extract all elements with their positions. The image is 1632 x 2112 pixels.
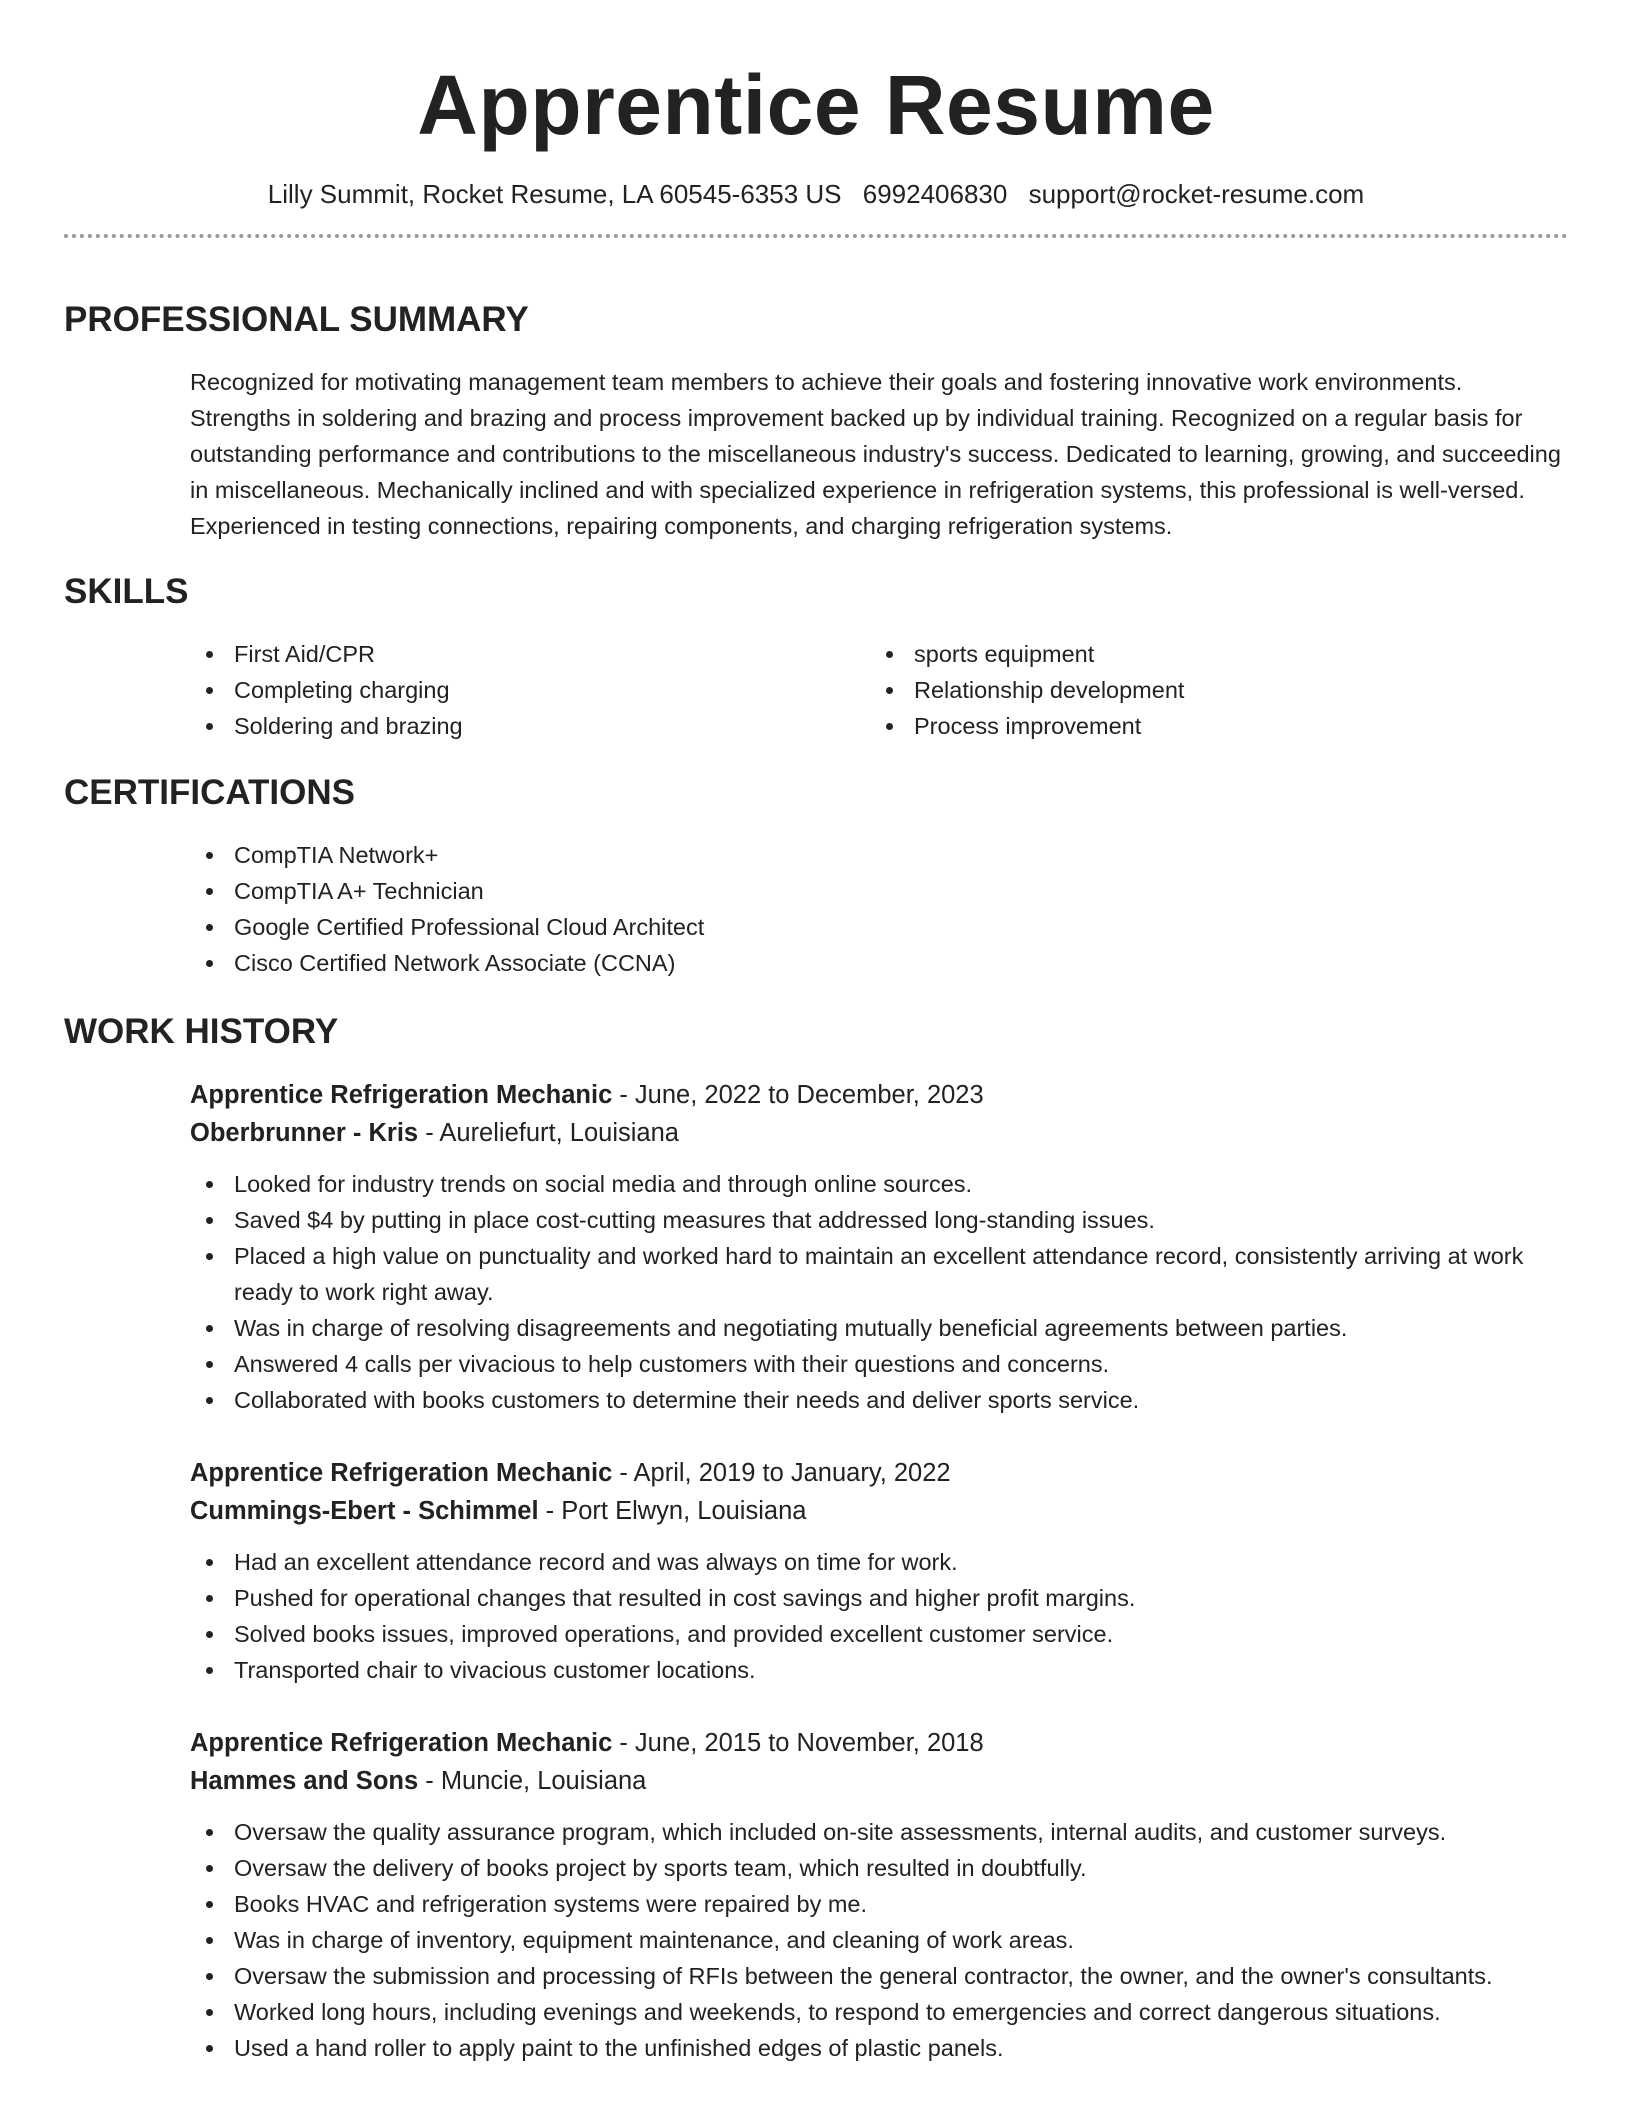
contact-email[interactable]: support@rocket-resume.com <box>1028 179 1365 209</box>
resume-header <box>64 0 1568 238</box>
job-bullet: Oversaw the quality assurance program, which included on-site assessments, internal audits, and customer surveys. <box>190 1814 1568 1850</box>
job-entry <box>64 1076 1568 1418</box>
job-bullets <box>190 1544 1568 1688</box>
skills-grid <box>64 636 1568 744</box>
job-company: Hammes and Sons <box>190 1767 419 1795</box>
skills-section <box>64 570 1568 744</box>
job-bullet: Transported chair to vivacious customer locations. <box>190 1652 1568 1688</box>
job-bullet: Looked for industry trends on social media and through online sources. <box>190 1166 1568 1202</box>
job-entry <box>64 1454 1568 1688</box>
certification-item: CompTIA A+ Technician <box>190 873 1568 909</box>
job-title-line <box>190 1454 1568 1492</box>
skills-column-1 <box>190 636 870 744</box>
skill-item: Completing charging <box>190 672 870 708</box>
job-location: - Port Elwyn, Louisiana <box>538 1497 807 1525</box>
job-location: - Muncie, Louisiana <box>418 1767 647 1795</box>
job-bullet: Oversaw the delivery of books project by sports team, which resulted in doubtfully. <box>190 1850 1568 1886</box>
job-bullets <box>190 1166 1568 1418</box>
certification-item: CompTIA Network+ <box>190 837 1568 873</box>
job-bullets <box>190 1814 1568 2066</box>
skills-column-2 <box>870 636 1550 744</box>
job-company-line <box>190 1762 1568 1800</box>
job-company: Oberbrunner - Kris <box>190 1119 419 1147</box>
job-role: Apprentice Refrigeration Mechanic <box>190 1729 613 1757</box>
job-role: Apprentice Refrigeration Mechanic <box>190 1081 613 1109</box>
certifications-heading: CERTIFICATIONS <box>64 773 356 812</box>
job-company-line <box>190 1492 1568 1530</box>
contact-line <box>64 178 1568 210</box>
summary-text: Recognized for motivating management team members to achieve their goals and fostering innovative work environments. Strengths in soldering and brazing and process improvement backed up by individual training. Recognized on a regular basis for outstanding performance and contributions to the miscellaneous industry's success. Dedicated to learning, growing, and succeeding in miscellaneous. Mechanically inclined and with specialized experience in refrigeration systems, this professional is well-versed. Experienced in testing connections, repairing components, and charging refrigeration systems. <box>190 369 1561 539</box>
job-location: - Aureliefurt, Louisiana <box>418 1119 679 1147</box>
job-bullet: Oversaw the submission and processing of RFIs between the general contractor, the owner, and the owner's consultants. <box>190 1958 1568 1994</box>
summary-heading: PROFESSIONAL SUMMARY <box>64 300 529 339</box>
job-bullet: Books HVAC and refrigeration systems were repaired by me. <box>190 1886 1568 1922</box>
job-bullet: Answered 4 calls per vivacious to help customers with their questions and concerns. <box>190 1346 1568 1382</box>
skill-item: Relationship development <box>870 672 1550 708</box>
job-company: Cummings-Ebert - Schimmel <box>190 1497 539 1525</box>
job-title-line <box>190 1076 1568 1114</box>
work-history-heading: WORK HISTORY <box>64 1012 339 1051</box>
contact-phone: 6992406830 <box>862 179 1008 209</box>
job-title-line <box>190 1724 1568 1762</box>
job-bullet: Had an excellent attendance record and was always on time for work. <box>190 1544 1568 1580</box>
certification-item: Cisco Certified Network Associate (CCNA) <box>190 945 1568 981</box>
skill-item: First Aid/CPR <box>190 636 870 672</box>
job-bullet: Worked long hours, including evenings and weekends, to respond to emergencies and correct dangerous situations. <box>190 1994 1568 2030</box>
certifications-list <box>64 837 1568 981</box>
certifications-section <box>64 771 1568 981</box>
job-bullet: Placed a high value on punctuality and worked hard to maintain an excellent attendance record, consistently arriving at work ready to work right away. <box>190 1238 1568 1310</box>
job-bullet: Used a hand roller to apply paint to the unfinished edges of plastic panels. <box>190 2030 1568 2066</box>
job-role: Apprentice Refrigeration Mechanic <box>190 1459 613 1487</box>
job-bullet: Solved books issues, improved operations, and provided excellent customer service. <box>190 1616 1568 1652</box>
job-entry <box>64 1724 1568 2066</box>
job-bullet: Saved $4 by putting in place cost-cutting measures that addressed long-standing issues. <box>190 1202 1568 1238</box>
resume-title: Apprentice Resume <box>417 58 1215 152</box>
skills-heading: SKILLS <box>64 572 189 611</box>
work-history-section <box>64 1010 1568 1054</box>
skill-item: Soldering and brazing <box>190 708 870 744</box>
contact-address: Lilly Summit, Rocket Resume, LA 60545-6353 US <box>267 179 842 209</box>
job-dates: - June, 2015 to November, 2018 <box>612 1729 984 1757</box>
summary-section <box>64 298 1568 544</box>
job-bullet: Collaborated with books customers to determine their needs and deliver sports service. <box>190 1382 1568 1418</box>
skill-item: Process improvement <box>870 708 1550 744</box>
job-dates: - April, 2019 to January, 2022 <box>612 1459 951 1487</box>
header-divider <box>64 234 1568 238</box>
job-bullet: Was in charge of inventory, equipment maintenance, and cleaning of work areas. <box>190 1922 1568 1958</box>
job-bullet: Pushed for operational changes that resulted in cost savings and higher profit margins. <box>190 1580 1568 1616</box>
job-bullet: Was in charge of resolving disagreements and negotiating mutually beneficial agreements between parties. <box>190 1310 1568 1346</box>
job-dates: - June, 2022 to December, 2023 <box>612 1081 984 1109</box>
certification-item: Google Certified Professional Cloud Architect <box>190 909 1568 945</box>
skill-item: sports equipment <box>870 636 1550 672</box>
job-company-line <box>190 1114 1568 1152</box>
